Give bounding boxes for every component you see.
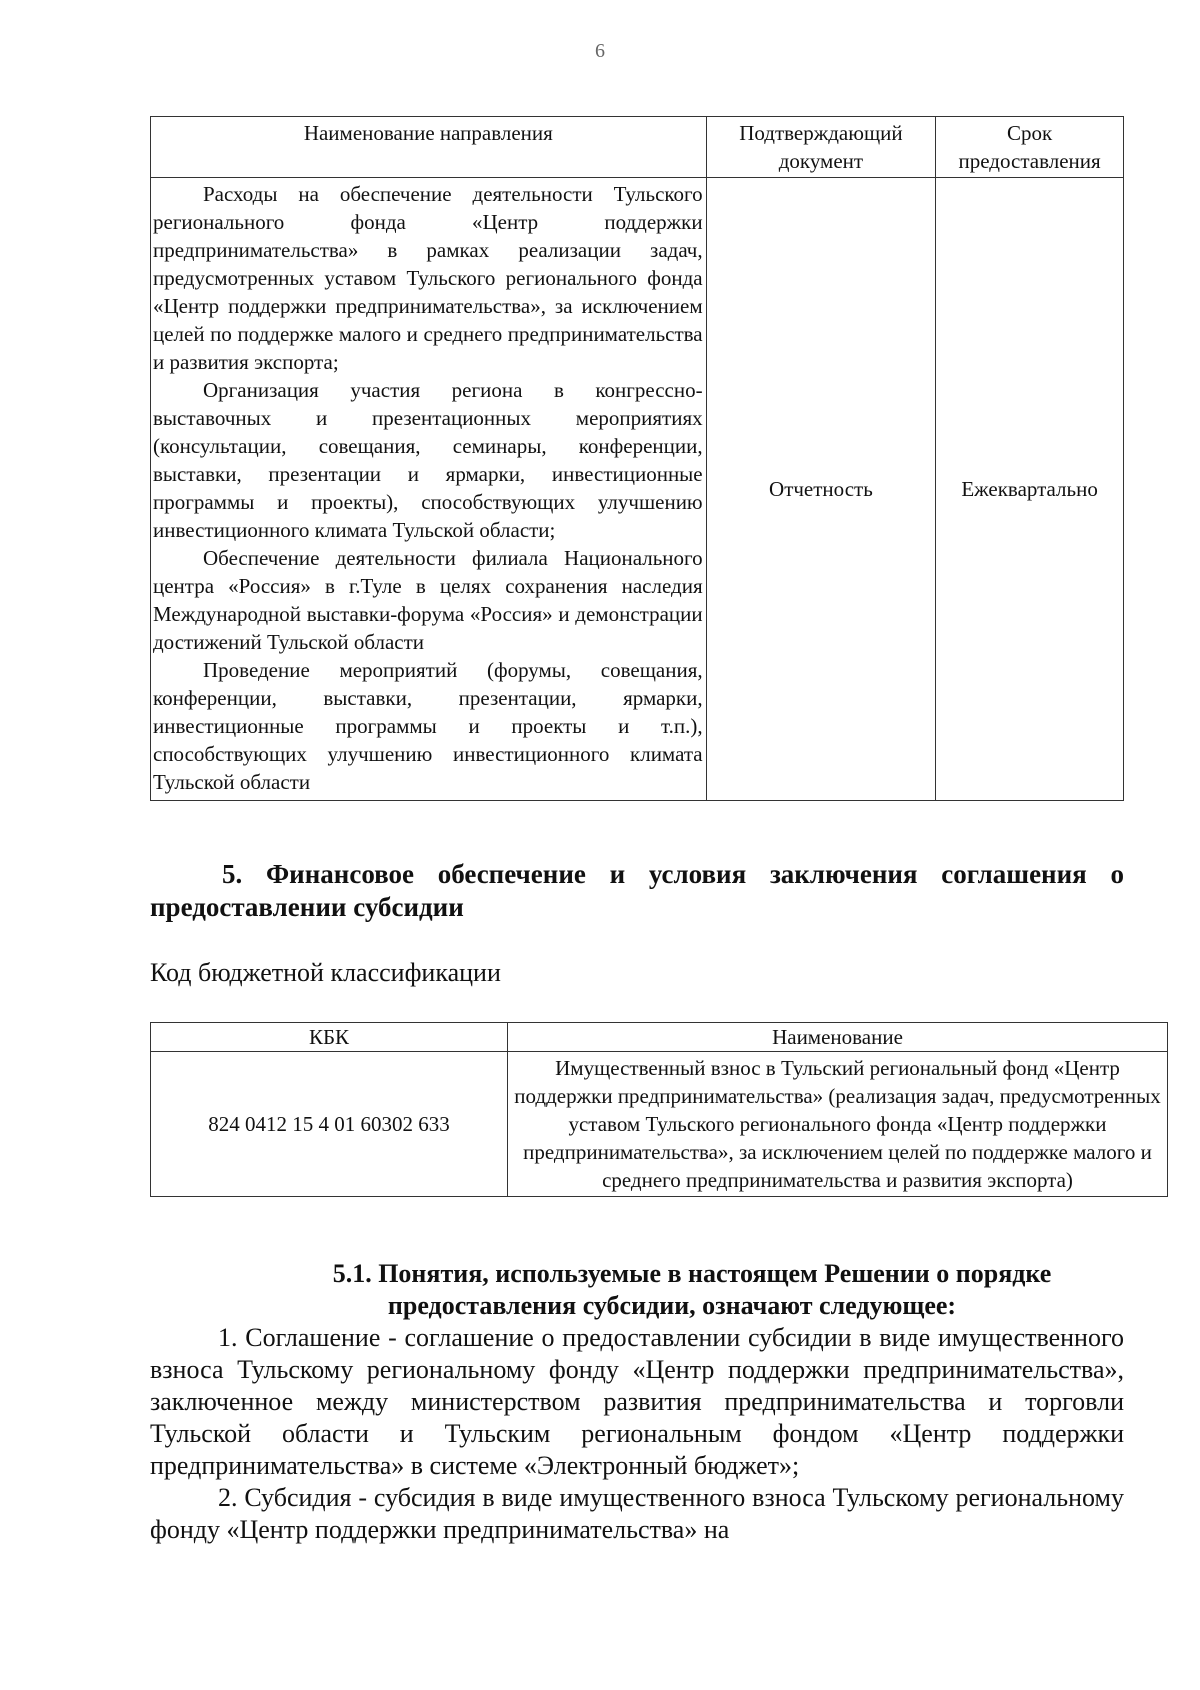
- directions-table-header: [151, 117, 1124, 178]
- section-5-1-heading-line: предоставления субсидии, означают следующее:: [387, 1291, 957, 1320]
- direction-item: Проведение мероприятий (форумы, совещания, конференции, выставки, презентации, ярмарки, инвестиционные программы и проекты и т.п.), способствующих улучшению инвестиционного климата Тульской области: [153, 658, 703, 794]
- table-row: [151, 178, 1124, 801]
- kbk-code-cell: 824 0412 15 4 01 60302 633: [151, 1052, 508, 1197]
- definition-paragraph: 1. Соглашение - соглашение о предоставлении субсидии в виде имущественного взноса Тульскому региональному фонду «Центр поддержки предпринимательства», заключенное между министерством развития предпринимательства и торговли Тульской области и Тульским региональным фондом «Центр поддержки предпринимательства» в системе «Электронный бюджет»;: [150, 1323, 1124, 1480]
- header-confirming-document: Подтверждающий документ: [706, 117, 936, 178]
- page-number: 6: [595, 40, 605, 62]
- header-name: Наименование: [508, 1023, 1168, 1052]
- direction-item: Расходы на обеспечение деятельности Тульского регионального фонда «Центр поддержки предпринимательства» в рамках реализации задач, предусмотренных уставом Тульского регионального фонда «Центр поддержки предпринимательства», за исключением целей по поддержке малого и среднего предпринимательства и развития экспорта;: [153, 182, 703, 374]
- section-5-1-heading-line: 5.1. Понятия, используемые в настоящем Решении о порядке: [332, 1259, 1052, 1288]
- kbk-name-cell: Имущественный взнос в Тульский региональный фонд «Центр поддержки предпринимательства» (реализация задач, предусмотренных уставом Тульского регионального фонда «Центр поддержки предпринимательства», за исключением целей по поддержке малого и среднего предпринимательства и развития экспорта): [508, 1052, 1168, 1197]
- section-5-heading: [150, 858, 1124, 924]
- header-direction-name: Наименование направления: [151, 117, 707, 178]
- definitions-body: [150, 1322, 1124, 1546]
- section-5-heading-line: 5. Финансовое обеспечение и условия заключения соглашения о: [222, 859, 1124, 889]
- definition-paragraph: 2. Субсидия - субсидия в виде имущественного взноса Тульскому региональному фонду «Центр поддержки предпринимательства» на: [150, 1483, 1124, 1544]
- section-5-heading-line: предоставлении субсидии: [150, 892, 464, 922]
- direction-item: Организация участия региона в конгрессно-выставочных и презентационных мероприятиях (консультации, совещания, семинары, конференции, выставки, презентации и ярмарки, инвестиционные программы и проекты), способствующих улучшению инвестиционного климата Тульской области;: [153, 378, 703, 542]
- kbk-table-header: [151, 1023, 1168, 1052]
- direction-item: Обеспечение деятельности филиала Национального центра «Россия» в г.Туле в целях сохранения наследия Международной выставки-форума «Россия» и демонстрации достижений Тульской области: [153, 546, 703, 654]
- kbk-caption: Код бюджетной классификации: [150, 958, 501, 987]
- header-provision-term: Срок предоставления: [936, 117, 1124, 178]
- confirming-document-cell: Отчетность: [706, 178, 936, 801]
- table-row: [151, 1052, 1168, 1197]
- kbk-table: [150, 1022, 1168, 1197]
- section-5-1-heading: [150, 1258, 1124, 1322]
- directions-table: [150, 116, 1124, 801]
- header-kbk: КБК: [151, 1023, 508, 1052]
- provision-term-cell: Ежеквартально: [936, 178, 1124, 801]
- direction-list: [151, 178, 707, 801]
